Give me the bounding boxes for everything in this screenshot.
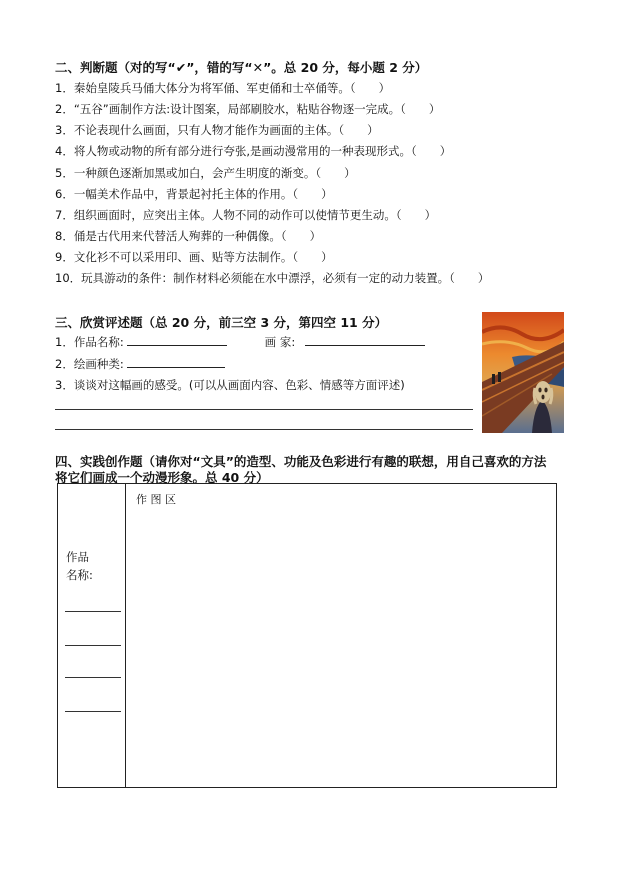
work-name-line-2[interactable]: [65, 645, 121, 646]
true-false-question-6: 6．一幅美术作品中，背景起衬托主体的作用。（ ）: [55, 187, 333, 201]
work-name-label-2: 名称:: [66, 568, 93, 582]
artwork-name-row: [55, 334, 425, 349]
true-false-question-7: 7．组织画面时，应突出主体。人物不同的动作可以使情节更生动。（ ）: [55, 208, 437, 222]
work-name-label-1: 作品: [66, 550, 89, 564]
painting-type-row: [55, 356, 225, 371]
true-false-question-4: 4．将人物或动物的所有部分进行夸张,是画动漫常用的一种表现形式。（ ）: [55, 144, 452, 158]
artwork-name-label: 1．作品名称:: [55, 335, 124, 349]
answer-line-1[interactable]: [55, 409, 473, 410]
scream-painting-image: [482, 312, 564, 433]
artwork-name-blank[interactable]: [127, 334, 227, 346]
true-false-question-5: 5．一种颜色逐渐加黑或加白，会产生明度的渐变。（ ）: [55, 166, 356, 180]
section4-title-line1: 四、实践创作题（请你对“文具”的造型、功能及色彩进行有趣的联想，用自己喜欢的方法: [55, 454, 547, 469]
section4-title-line2: 将它们画成一个动漫形象。总 40 分）: [55, 470, 269, 485]
section2-title: 二、判断题（对的写“✔”，错的写“✕”。总 20 分，每小题 2 分）: [55, 60, 428, 75]
true-false-question-9: 9．文化衫不可以采用印、画、贴等方法制作。（ ）: [55, 250, 333, 264]
section3-title: 三、欣赏评述题（总 20 分，前三空 3 分，第四空 11 分）: [55, 315, 388, 330]
painting-type-blank[interactable]: [127, 356, 225, 368]
work-name-line-3[interactable]: [65, 677, 121, 678]
true-false-question-2: 2．“五谷”画制作方法:设计图案，局部刷胶水，粘贴谷物逐一完成。（ ）: [55, 102, 441, 116]
painter-blank[interactable]: [305, 334, 425, 346]
work-name-line-1[interactable]: [65, 611, 121, 612]
work-name-line-4[interactable]: [65, 711, 121, 712]
drawing-area[interactable]: [127, 484, 556, 787]
work-name-column: [58, 484, 126, 787]
answer-line-2[interactable]: [55, 429, 473, 430]
drawing-area-label: 作 图 区: [136, 493, 176, 506]
true-false-question-8: 8．俑是古代用来代替活人殉葬的一种偶像。（ ）: [55, 229, 322, 243]
true-false-question-10: 10．玩具游动的条件：制作材料必须能在水中漂浮，必须有一定的动力装置。（ ）: [55, 271, 490, 285]
drawing-answer-box: [57, 483, 557, 788]
painter-label: 画 家:: [264, 335, 296, 349]
true-false-question-1: 1．秦始皇陵兵马俑大体分为将军俑、军吏俑和士卒俑等。（ ）: [55, 81, 391, 95]
feeling-question: 3．谈谈对这幅画的感受。(可以从画面内容、色彩、情感等方面评述): [55, 378, 405, 392]
true-false-question-3: 3．不论表现什么画面，只有人物才能作为画面的主体。（ ）: [55, 123, 379, 137]
painting-type-label: 2．绘画种类:: [55, 357, 124, 371]
